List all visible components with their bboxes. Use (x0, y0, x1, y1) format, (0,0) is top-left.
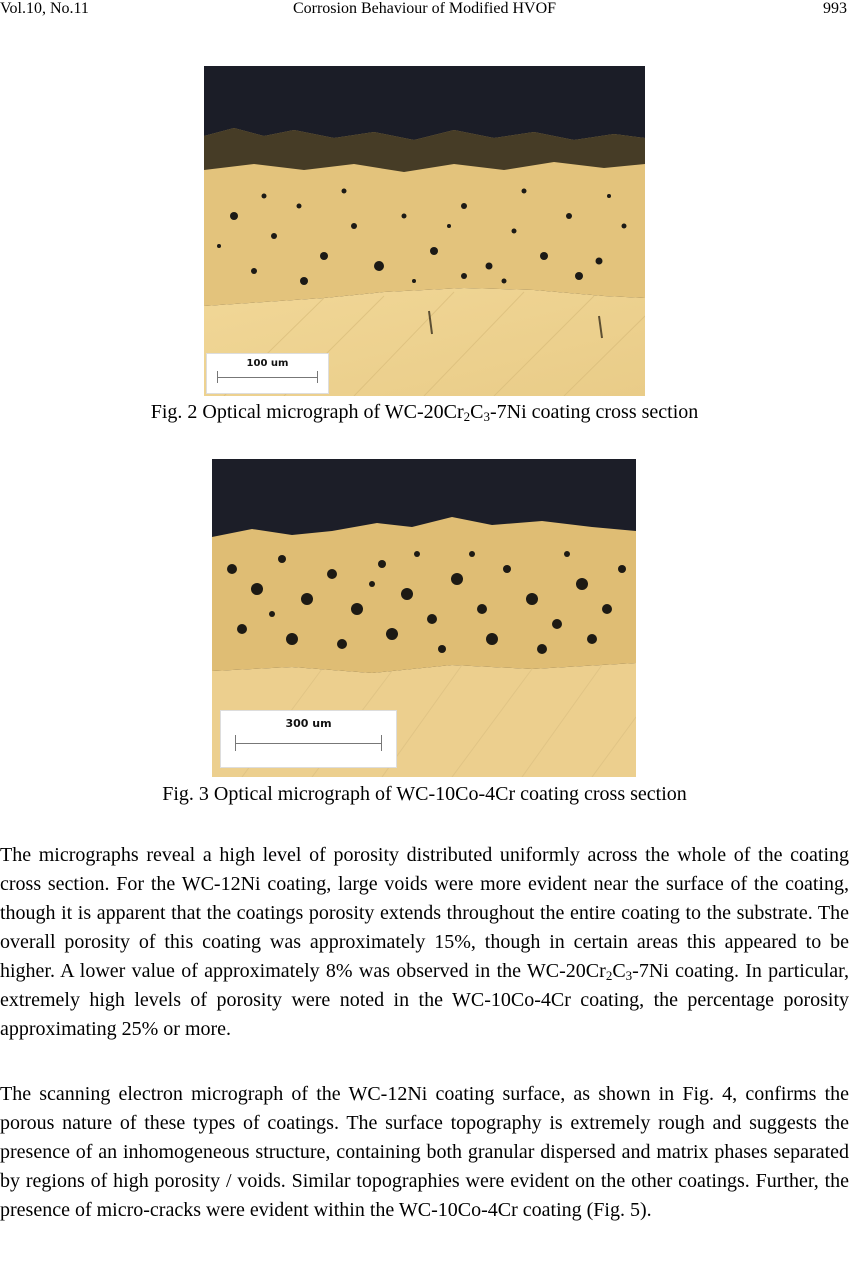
figure-2-micrograph (204, 66, 645, 396)
scale-bar (220, 710, 397, 768)
scale-bar-tick-left (217, 371, 218, 383)
scale-bar-tick-right (317, 371, 318, 383)
figure-2-caption: Fig. 2 Optical micrograph of $WC-20Cr_2C_3-7Ni$ coating cross section (150, 401, 699, 424)
body-paragraph-sem: The scanning electron micrograph of the WC-12Ni coating surface, as shown in Fig. 4, confirms the porous nature of these types of coatings. The surface topography is extremely rough and suggests the presence of an inhomogeneous structure, containing both granular dispersed and matrix phases separated by regions of high porosity / voids. Similar topographies were evident on the other coatings. Further, the presence of micro-cracks were evident within the WC-10Co-4Cr coating (Fig. 5). (0, 1083, 849, 1221)
scale-bar-tick-right (381, 735, 382, 751)
running-title: Corrosion Behaviour of Modified HVOF (292, 0, 557, 17)
scale-bar-label: 100 um (246, 358, 289, 369)
scale-bar-label: 300 um (285, 717, 332, 730)
scale-bar-tick-left (235, 735, 236, 751)
running-header (0, 0, 849, 24)
figure-3-caption: Fig. 3 Optical micrograph of WC-10Co-4Cr coating cross section (162, 783, 687, 805)
journal-volume: Vol.10, No.11 (0, 0, 89, 17)
figure-3-micrograph (212, 459, 636, 777)
scale-bar-line (217, 377, 317, 378)
micrograph-image (204, 66, 645, 396)
page-number: 993 (823, 0, 847, 17)
scale-bar (206, 353, 329, 394)
body-paragraph-porosity: The micrographs reveal a high level of porosity distributed uniformly across the whole of the coating cross section. For the WC-12Ni coating, large voids were more evident near the surface of the coating, though it is apparent that the coatings porosity extends throughout the entire coating to the substrate. The overall porosity of this coating was approximately 15%, though in certain areas this appeared to be higher. A lower value of approximately 8% was observed in the $WC-20Cr_2C_3-7Ni$ coating. In particular, extremely high levels of porosity were noted in the WC-10Co-4Cr coating, the percentage porosity approximating 25% or more. (0, 844, 849, 1040)
scale-bar-line (235, 743, 381, 744)
